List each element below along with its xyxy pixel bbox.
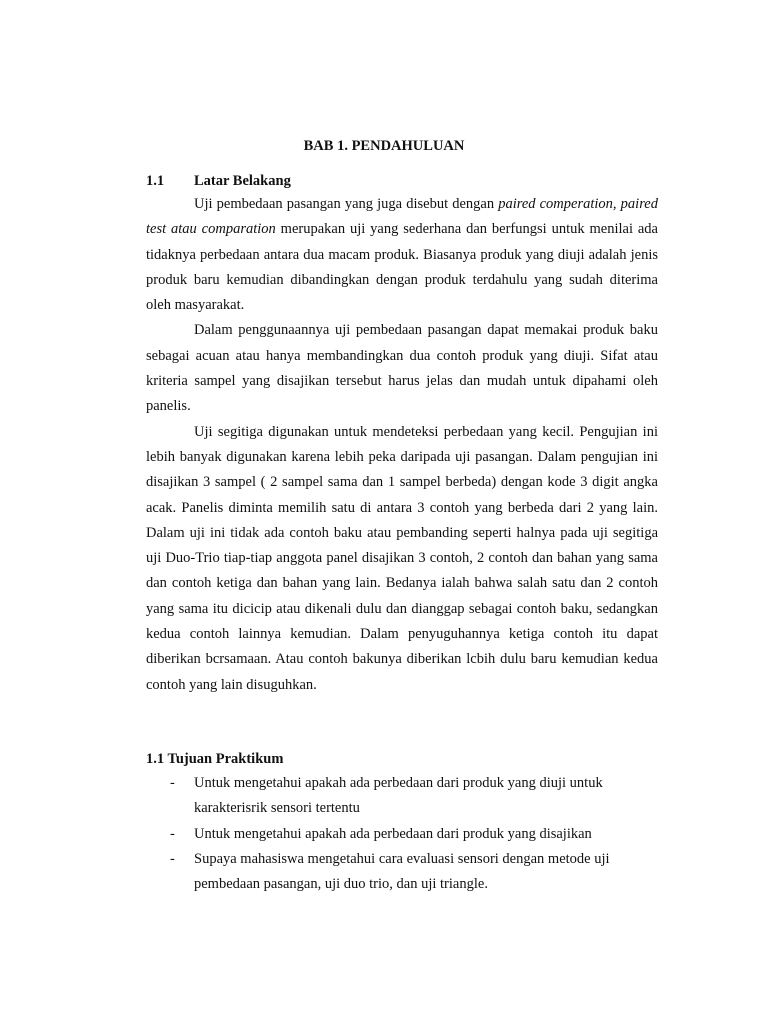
paragraph-1-rest: merupakan uji yang sederhana dan berfungsi untuk menilai ada tidaknya perbedaan antara dua macam produk. Biasanya produk yang diuji adalah jenis produk baru kemudian dibandingkan dengan produk terdahulu yang sudah diterima oleh masyarakat. xyxy=(146,221,658,314)
goal-text: Untuk mengetahui apakah ada perbedaan dari produk yang disajikan xyxy=(194,825,592,842)
paragraph-1-lead: Uji pembedaan pasangan yang juga disebut dengan xyxy=(194,196,499,212)
section-heading xyxy=(146,173,291,190)
goal-text: Untuk mengetahui apakah ada perbedaan dari produk yang diuji untuk karakterisrik sensori tertentu xyxy=(194,775,603,817)
dash-bullet: - xyxy=(170,825,175,842)
dash-bullet: - xyxy=(170,775,175,791)
paragraph-1-italic-term: paired comperation, xyxy=(498,196,617,212)
body-text xyxy=(146,192,658,698)
goals-list xyxy=(146,771,658,897)
goal-item xyxy=(146,822,658,847)
section-title: Latar Belakang xyxy=(194,173,291,189)
goal-text: Supaya mahasiswa mengetahui cara evaluasi sensori dengan metode uji pembedaan pasangan, uji duo trio, dan uji triangle. xyxy=(194,850,610,893)
dash-bullet: - xyxy=(170,850,175,867)
goal-item xyxy=(146,847,658,898)
paragraph-3: Uji segitiga digunakan untuk mendeteksi perbedaan yang kecil. Pengujian ini lebih banyak digunakan karena lebih peka daripada uji pasangan. Dalam pengujian ini disajikan 3 sampel ( 2 sampel sama dan 1 sampel berbeda) dengan kode 3 digit angka acak. Panelis diminta memilih satu di antara 3 contoh yang berbeda dari 2 yang lain. Dalam uji ini tidak ada contoh baku atau pembanding seperti halnya pada uji segitiga uji Duo-Trio tiap-tiap anggota panel disajikan 3 contoh, 2 contoh dan bahan yang sama dan contoh ketiga dan bahan yang lain. Bedanya ialah bahwa salah satu dan 2 contoh yang sama itu dicicip atau dikenali dulu dan dianggap sebagai contoh baku, sedangkan kedua contoh lainnya kemudian. Dalam penyuguhannya ketiga contoh itu dapat diberikan bcrsamaan. Atau contoh bakunya diberikan lcbih dulu baru kemudian kedua contoh yang lain disuguhkan. xyxy=(146,423,658,693)
chapter-title: BAB 1. PENDAHULUAN xyxy=(303,138,465,154)
goal-item xyxy=(146,771,658,822)
section-number: 1.1 xyxy=(146,173,165,189)
goals-heading: 1.1 Tujuan Praktikum xyxy=(146,751,284,767)
paragraph-2: Dalam penggunaannya uji pembedaan pasangan dapat memakai produk baku sebagai acuan atau hanya membandingkan dua contoh produk yang diuji. Sifat atau kriteria sampel yang disajikan tersebut harus jelas dan mudah untuk dipahami oleh panelis. xyxy=(146,322,658,415)
paragraph-1 xyxy=(146,192,658,318)
paragraph-1-italic-term-2: paired test atau comparation xyxy=(146,196,658,238)
